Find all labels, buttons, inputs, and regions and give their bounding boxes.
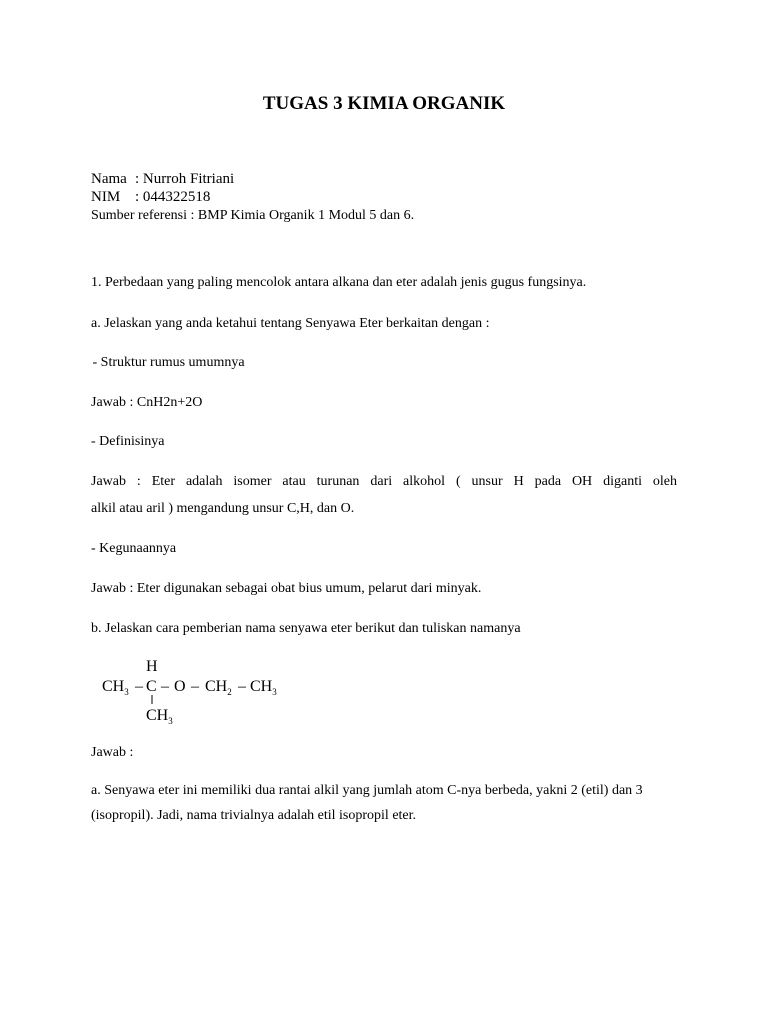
jawab-definisi-line-2: alkil atau aril ) mengandung unsur C,H, dan O. <box>91 501 355 516</box>
formula-c: C <box>146 678 157 695</box>
jawab-kegunaan: Jawab : Eter digunakan sebagai obat bius umum, pelarut dari minyak. <box>91 581 482 596</box>
nama-label: Nama <box>91 171 127 187</box>
nim-line <box>91 189 210 206</box>
formula-bond-4: – <box>238 678 246 695</box>
jawab-definisi-line-1: Jawab : Eter adalah isomer atau turunan dari alkohol ( unsur H pada OH diganti oleh <box>91 474 677 489</box>
question-1-intro: 1. Perbedaan yang paling mencolok antara alkana dan eter adalah jenis gugus fungsinya. <box>91 275 587 290</box>
document-title: TUGAS 3 KIMIA ORGANIK <box>262 93 506 114</box>
jawab-struktur: Jawab : CnH2n+2O <box>91 395 203 410</box>
struktur-item: - Struktur rumus umumnya <box>89 355 245 370</box>
question-b: b. Jelaskan cara pemberian nama senyawa eter berikut dan tuliskan namanya <box>91 621 521 636</box>
answer-a-line-2: (isopropil). Jadi, nama trivialnya adalah etil isopropil eter. <box>91 808 417 823</box>
question-a: a. Jelaskan yang anda ketahui tentang Senyawa Eter berkaitan dengan : <box>91 316 490 331</box>
formula-ch3-bottom: $CH_3$ <box>146 707 173 726</box>
formula-bond-2: – <box>161 678 169 695</box>
nim-value: : 044322518 <box>135 189 211 205</box>
nama-value: : Nurroh Fitriani <box>135 171 235 187</box>
nama-line <box>91 171 234 188</box>
answer-a-line-1: a. Senyawa eter ini memiliki dua rantai alkil yang jumlah atom C-nya berbeda, yakni 2 (etil) dan 3 <box>91 783 643 798</box>
jawab-label: Jawab : <box>91 745 134 760</box>
nim-label: NIM <box>91 189 121 205</box>
formula-ch3-left: $CH_3$ <box>102 678 129 697</box>
kegunaan-item: - Kegunaannya <box>91 541 177 556</box>
formula-bond-1: – <box>135 678 143 695</box>
formula-ch2: $CH_2$ <box>205 678 232 697</box>
formula-h-top: H <box>146 658 158 675</box>
sumber-referensi: Sumber referensi : BMP Kimia Organik 1 Modul 5 dan 6. <box>91 208 415 223</box>
definisi-item: - Definisinya <box>91 434 165 449</box>
formula-bond-3: – <box>191 678 199 695</box>
formula-o: O <box>174 678 186 695</box>
formula-ch3-right: $CH_3$ <box>250 678 277 697</box>
structural-formula <box>100 656 300 726</box>
